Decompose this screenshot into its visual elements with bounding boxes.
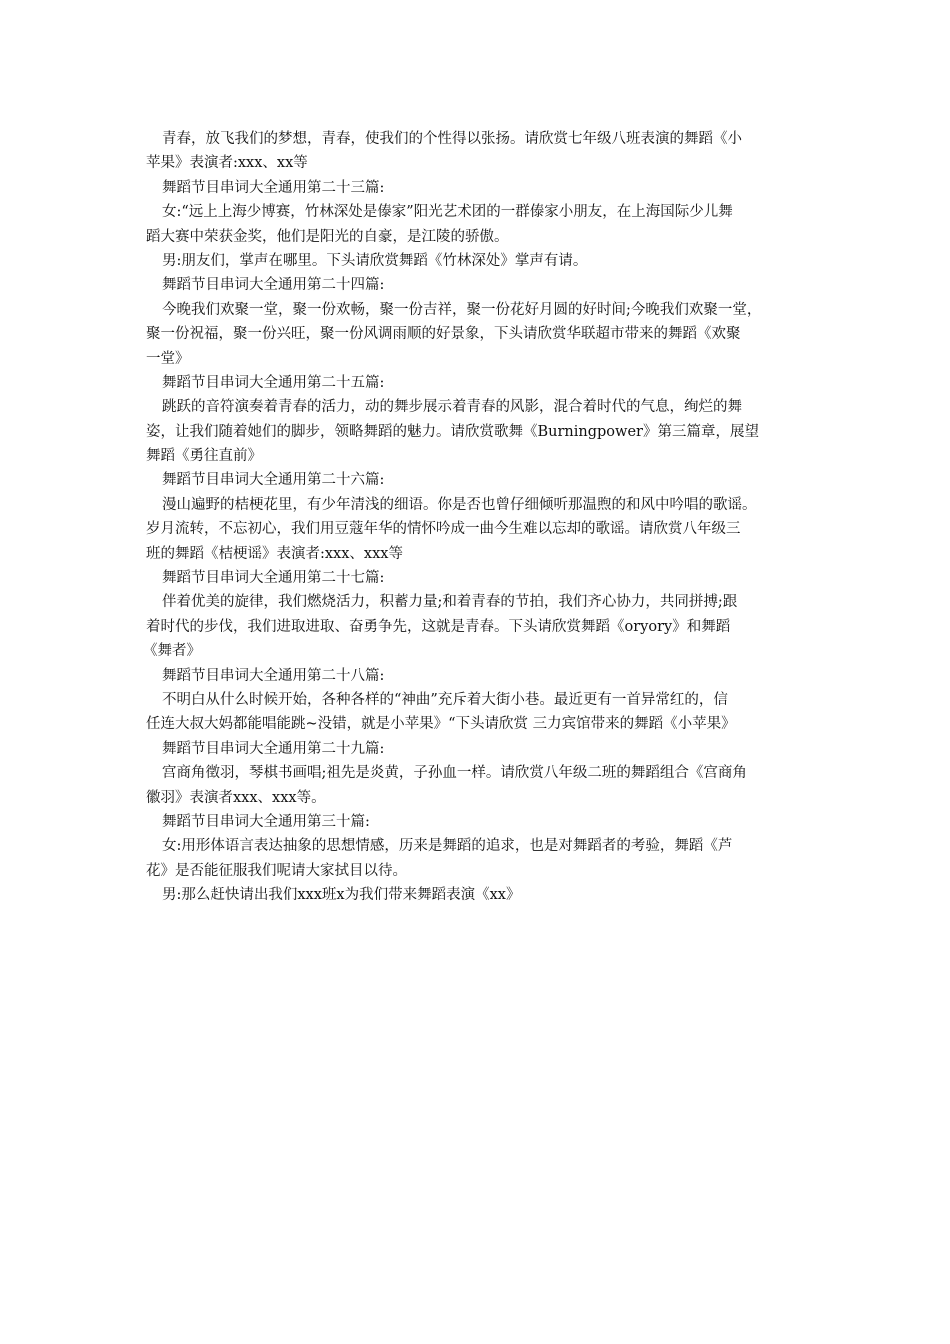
text-line: 姿，让我们随着她们的脚步，领略舞蹈的魅力。请欣赏歌舞《Burningpower》第三篇章，展望 [146, 423, 759, 440]
section-heading: 舞蹈节目串词大全通用第二十五篇: [162, 374, 385, 391]
text-line: 今晚我们欢聚一堂，聚一份欢畅，聚一份吉祥，聚一份花好月圆的好时间;今晚我们欢聚一堂， [162, 301, 762, 318]
section-heading: 舞蹈节目串词大全通用第三十篇: [162, 813, 370, 830]
section-heading: 舞蹈节目串词大全通用第二十七篇: [162, 570, 385, 587]
text-line: 不明白从什么时候开始，各种各样的“神曲”充斥着大街小巷。最近更有一首异常红的，信 [162, 691, 728, 708]
section-heading: 舞蹈节目串词大全通用第二十四篇: [162, 277, 385, 294]
document-body [143, 127, 806, 908]
text-line: 女:“远上上海少博赛，竹林深处是傣家”阳光艺术团的一群傣家小朋友，在上海国际少儿舞 [162, 204, 733, 221]
text-line: 宫商角徵羽，琴棋书画唱;祖先是炎黄，子孙血一样。请欣赏八年级二班的舞蹈组合《宫商角 [162, 765, 747, 782]
section-heading: 舞蹈节目串词大全通用第二十八篇: [162, 667, 385, 684]
text-line: 男:朋友们，掌声在哪里。下头请欣赏舞蹈《竹林深处》掌声有请。 [162, 252, 588, 269]
text-line: 聚一份祝福，聚一份兴旺，聚一份风调雨顺的好景象，下头请欣赏华联超市带来的舞蹈《欢聚 [146, 326, 741, 343]
text-line: 舞蹈《勇往直前》 [146, 448, 262, 465]
text-line: 花》是否能征服我们呢请大家拭目以待。 [146, 862, 407, 879]
text-line: 男:那么赶快请出我们xxx班x为我们带来舞蹈表演《xx》 [162, 887, 521, 904]
section-heading: 舞蹈节目串词大全通用第二十九篇: [162, 740, 385, 757]
text-line: 一堂》 [146, 350, 190, 367]
section-heading: 舞蹈节目串词大全通用第二十三篇: [162, 179, 385, 196]
text-line: 女:用形体语言表达抽象的思想情感，历来是舞蹈的追求，也是对舞蹈者的考验，舞蹈《芦 [162, 838, 733, 855]
text-line: 《舞者》 [143, 643, 201, 660]
text-line: 岁月流转，不忘初心，我们用豆蔻年华的情怀吟成一曲今生难以忘却的歌谣。请欣赏八年级三 [146, 521, 741, 538]
text-line: 苹果》表演者:xxx、xx等 [146, 155, 308, 172]
text-line: 跳跃的音符演奏着青春的活力，动的舞步展示着青春的风影，混合着时代的气息，绚烂的舞 [162, 399, 742, 416]
text-line: 漫山遍野的桔梗花里，有少年清浅的细语。你是否也曾仔细倾听那温煦的和风中吟唱的歌谣。 [162, 496, 757, 513]
text-line: 着时代的步伐，我们进取进取、奋勇争先，这就是青春。下头请欣赏舞蹈《oryory》和舞蹈 [146, 618, 731, 635]
section-heading: 舞蹈节目串词大全通用第二十六篇: [162, 472, 385, 489]
text-line: 蹈大赛中荣获金奖，他们是阳光的自豪，是江陵的骄傲。 [146, 228, 509, 245]
text-line: 任连大叔大妈都能唱能跳~没错，就是小苹果》“下头请欣赏 三力宾馆带来的舞蹈《小苹果》 [146, 716, 736, 733]
text-line: 伴着优美的旋律，我们燃烧活力，积蓄力量;和着青春的节拍，我们齐心协力，共同拼搏;跟 [162, 594, 738, 611]
text-line: 徽羽》表演者xxx、xxx等。 [146, 789, 326, 806]
text-line: 青春，放飞我们的梦想，青春，使我们的个性得以张扬。请欣赏七年级八班表演的舞蹈《小 [162, 131, 742, 147]
text-line: 班的舞蹈《桔梗谣》表演者:xxx、xxx等 [146, 545, 403, 562]
